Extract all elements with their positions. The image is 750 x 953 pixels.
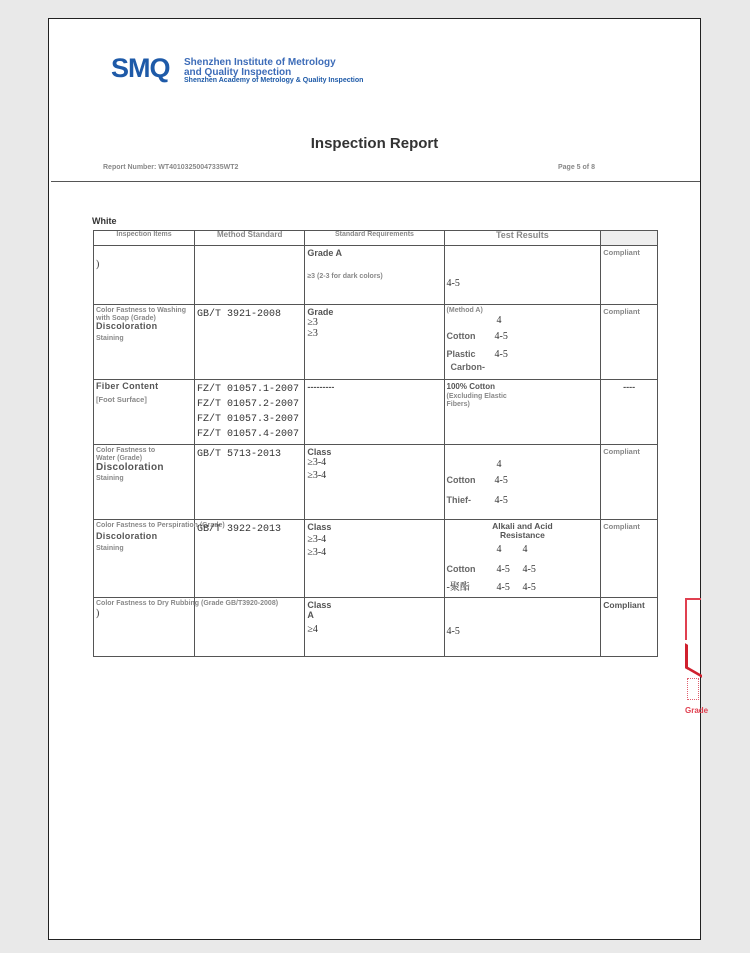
item-cell [94,520,225,598]
item-title: Color Fastness to Perspiration (Grade) [96,522,225,529]
item-cell [94,246,195,305]
item-foot-surface: [Foot Surface] [96,394,147,404]
req-dashes: --------- [307,382,335,392]
method-standard: FZ/T 01057.4-2007 [197,429,300,440]
logo-line-1: Shenzhen Institute of Metrology [184,57,336,68]
conclusion-cell [601,520,658,598]
method-cell [195,445,305,520]
item-title: Color Fastness to Water (Grade) [96,447,156,462]
table-row [94,445,658,520]
req-discoloration: ≥3-4 [307,534,327,545]
conclusion: Compliant [603,248,640,257]
result-value: 4-5 [496,582,510,593]
req-title: Class [307,447,332,457]
item-cell [94,445,195,520]
result-value: 4-5 [494,495,508,506]
item-cell [94,598,279,657]
method-standard: FZ/T 01057.1-2007 [197,384,300,395]
header-test-results: Test Results [444,231,601,246]
result-value: 4-5 [496,564,510,575]
conclusion: Compliant [603,522,640,531]
table-row [94,520,658,598]
conclusion: ---- [623,382,636,392]
item-title: Color Fastness to Washing with Soap (Grade) [96,307,186,322]
header-divider [51,181,700,182]
conclusion-cell [601,305,658,380]
result-fiber: 100% Cotton [446,382,495,391]
conclusion-cell [601,246,658,305]
item-staining: Staining [96,544,124,552]
inspection-seal [685,598,709,728]
conclusion-cell [601,445,658,520]
result-label: -聚酯 [446,582,470,593]
req-title: Grade A [307,248,343,258]
method-cell [195,246,305,305]
result-heading: Alkali and Acid Resistance [492,521,553,540]
result-label: Plastic [446,348,476,359]
method-standard: FZ/T 01057.3-2007 [197,414,300,425]
conclusion: Compliant [603,447,640,456]
result-cell [444,445,601,520]
req-staining: ≥3-4 [307,547,327,558]
item-cell [94,380,195,445]
item-paren: ) [96,607,100,619]
method-standard: GB/T 3922-2013 [197,524,282,535]
result-cell [444,305,601,380]
method-standard: GB/T 3921-2008 [197,309,282,320]
result-value: 4-5 [522,582,536,593]
item-paren: ) [96,259,100,270]
section-label: White [92,216,117,226]
req-title: Grade [307,307,334,317]
result-value: 4-5 [494,348,508,360]
method-cell [195,520,305,598]
table-row [94,305,658,380]
seal-mark-lower [687,678,699,700]
result-discoloration: 4 [496,459,502,470]
req-staining: ≥3 [307,328,318,339]
req-title: Class [307,522,332,532]
result-cell [444,598,601,657]
result-method: (Method A) [446,307,483,314]
req-staining: ≥3-4 [307,470,327,481]
table-row [94,380,658,445]
table-row [94,246,658,305]
logo-line-2: and Quality Inspection [184,67,292,78]
method-standard: GB/T 5713-2013 [197,449,282,460]
result-note: (Excluding Elastic Fibers) [446,393,507,408]
result-cell [444,520,601,598]
requirement-cell [305,246,444,305]
requirement-cell [305,380,444,445]
table-row [94,598,658,657]
header-inspection-items: Inspection Items [94,231,195,246]
report-number: Report Number: WT40103250047335WT2 [103,164,239,171]
logo-english: Shenzhen Academy of Metrology & Quality Inspection [184,77,364,84]
result-value: 4-5 [494,475,508,486]
requirement-cell [305,305,444,380]
conclusion-cell [601,380,658,445]
req-discoloration: ≥3-4 [307,457,327,468]
item-staining: Staining [96,335,124,343]
item-cell [94,305,195,380]
result-label: Carbon- [450,361,486,372]
method-cell [195,305,305,380]
result-discoloration: 4 [496,314,502,326]
method-standard: FZ/T 01057.2-2007 [197,399,300,410]
result-label: Thief- [446,495,472,505]
item-fiber-content: Fiber Content [96,381,159,391]
result-value: 4-5 [522,564,536,575]
seal-mark-middle [685,643,702,678]
result-cell [444,380,601,445]
item-discoloration: Discoloration [96,462,164,474]
item-staining: Staining [96,475,124,483]
requirement-cell [305,445,444,520]
result-value: 4-5 [446,278,460,289]
result-value: 4-5 [446,626,460,637]
table-header-row [94,231,658,246]
report-title: Inspection Report [310,135,439,152]
req-grade: A [307,610,314,620]
item-discoloration: Discoloration [96,530,158,541]
item-discoloration: Discoloration [96,321,158,332]
seal-mark-top [685,598,701,640]
header-conclusion [601,231,658,246]
req-title: Class [307,600,332,610]
conclusion: Compliant [603,307,640,316]
result-value: 4-5 [494,330,508,342]
page-number: Page 5 of 8 [558,164,595,171]
header-standard-requirements: Standard Requirements [305,231,444,246]
report-page [48,18,701,940]
result-cell [444,246,601,305]
method-cell [195,380,305,445]
req-value: ≥4 [307,624,318,635]
conclusion-cell [601,598,658,657]
seal-label: Grade [685,706,709,715]
requirement-cell [305,520,444,598]
result-value: 4 [522,544,528,555]
req-note: ≥3 (2-3 for dark colors) [307,273,383,280]
requirement-cell [305,598,444,657]
result-value: 4 [496,544,502,555]
result-label: Cotton [446,330,476,341]
conclusion: Compliant [603,600,645,610]
results-table [93,230,658,657]
req-discoloration: ≥3 [307,317,318,328]
logo-mark: SMQ [111,53,170,83]
item-title: Color Fastness to Dry Rubbing (Grade GB/T3920-2008) [96,600,279,607]
result-label: Cotton [446,475,476,485]
header-method-standard: Method Standard [195,231,305,246]
result-label: Cotton [446,564,476,574]
